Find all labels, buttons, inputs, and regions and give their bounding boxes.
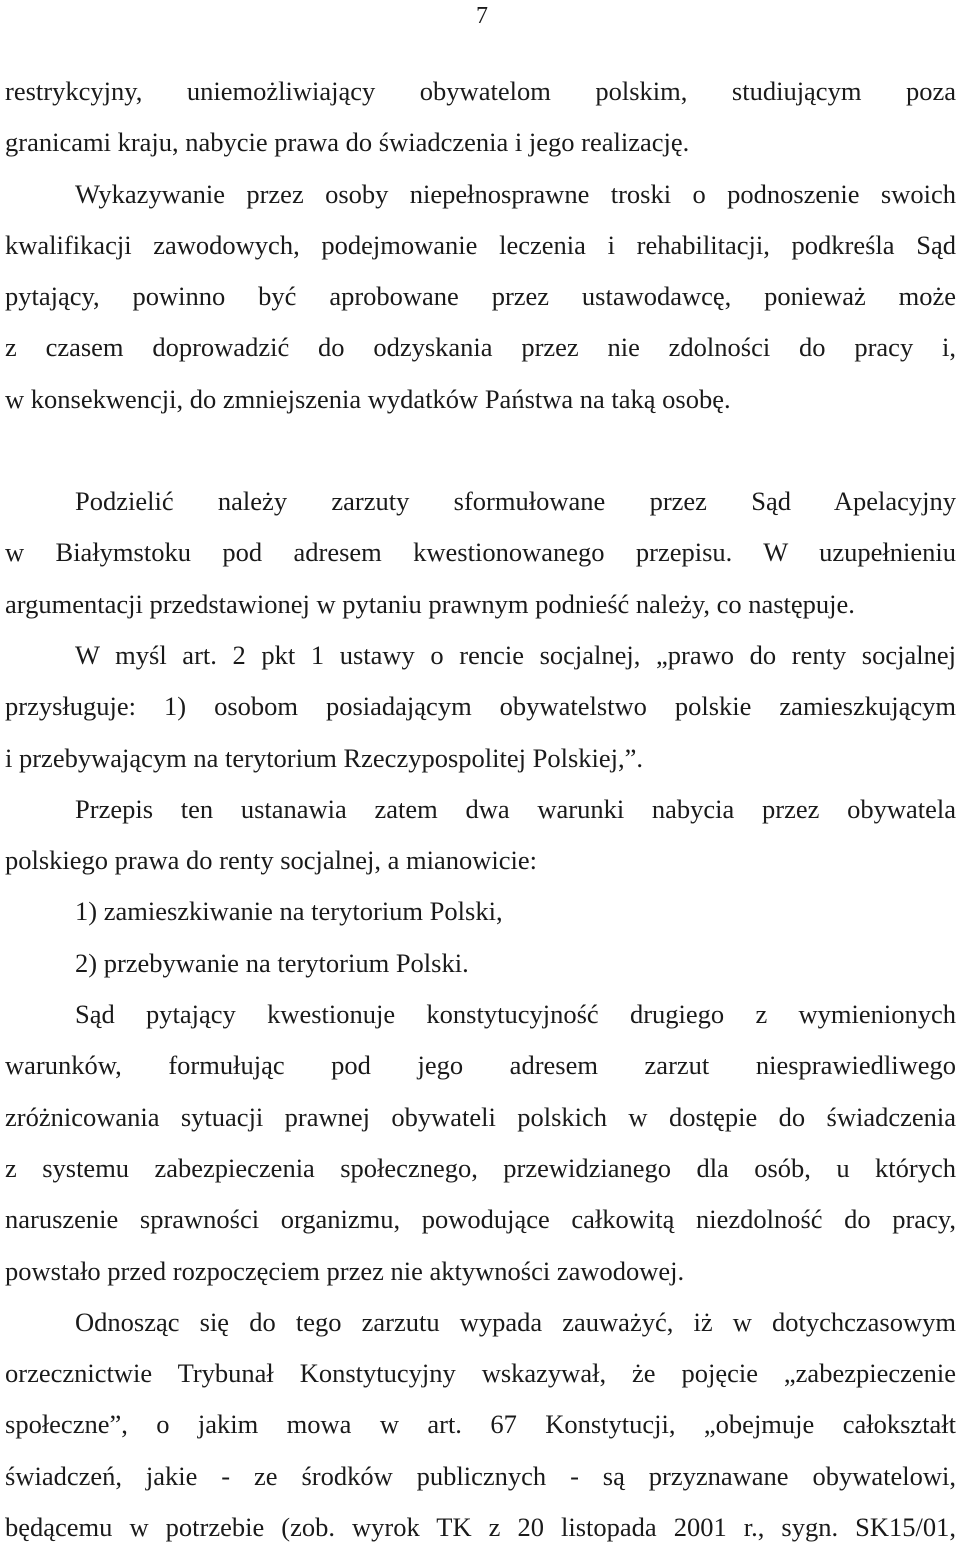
- list-item: 1) zamieszkiwanie na terytorium Polski,: [75, 896, 503, 927]
- text-line: orzecznictwie Trybunał Konstytucyjny wskazywał, że pojęcie „zabezpieczenie: [5, 1358, 956, 1389]
- text-line: W myśl art. 2 pkt 1 ustawy o rencie socjalnej, „prawo do renty socjalnej: [75, 639, 956, 670]
- text-line: Odnosząc się do tego zarzutu wypada zauważyć, iż w dotychczasowym: [75, 1306, 956, 1337]
- page-number-text: 7: [476, 3, 488, 29]
- text-line: w konsekwencji, do zmniejszenia wydatków Państwa na taką osobę.: [5, 383, 731, 414]
- text-line: powstało przed rozpoczęciem przez nie aktywności zawodowej.: [5, 1255, 685, 1286]
- text-line: zróżnicowania sytuacji prawnej obywateli polskich w dostępie do świadczenia: [5, 1101, 956, 1132]
- text-line: warunków, formułując pod jego adresem zarzut niesprawiedliwego: [5, 1050, 956, 1081]
- text-line: Sąd pytający kwestionuje konstytucyjność drugiego z wymienionych: [75, 999, 956, 1030]
- text-line: restrykcyjny, uniemożliwiający obywatelom polskim, studiującym poza: [5, 76, 956, 106]
- text-line: świadczeń, jakie - ze środków publicznych - są przyznawane obywatelowi,: [5, 1460, 956, 1491]
- text-line: w Białymstoku pod adresem kwestionowanego przepisu. W uzupełnieniu: [5, 537, 956, 568]
- paragraph-7: [5, 1297, 956, 1553]
- text-line: granicami kraju, nabycie prawa do świadczenia i jego realizację.: [5, 127, 690, 158]
- paragraph-2: [5, 169, 956, 425]
- text-line: kwalifikacji zawodowych, podejmowanie leczenia i rehabilitacji, podkreśla Sąd: [5, 229, 956, 260]
- paragraph-3: [5, 476, 956, 630]
- text-line: społeczne”, o jakim mowa w art. 67 Konstytucji, „obejmuje całokształt: [5, 1409, 956, 1440]
- page-number: [0, 2, 960, 30]
- paragraph-4: [5, 630, 956, 784]
- text-line: Podzielić należy zarzuty sformułowane przez Sąd Apelacyjny: [75, 486, 956, 517]
- text-line: i przebywającym na terytorium Rzeczypospolitej Polskiej,”.: [5, 742, 644, 773]
- text-line: z systemu zabezpieczenia społecznego, przewidzianego dla osób, u których: [5, 1152, 956, 1183]
- text-line: z czasem doprowadzić do odzyskania przez nie zdolności do pracy i,: [5, 332, 956, 363]
- paragraph-6: [5, 989, 956, 1297]
- document-body: [5, 66, 956, 1553]
- conditions-list: [5, 886, 956, 989]
- list-item: 2) przebywanie na terytorium Polski.: [75, 947, 469, 978]
- text-line: polskiego prawa do renty socjalnej, a mianowicie:: [5, 845, 538, 876]
- text-line: pytający, powinno być aprobowane przez ustawodawcę, ponieważ może: [5, 281, 956, 312]
- text-line: Przepis ten ustanawia zatem dwa warunki nabycia przez obywatela: [75, 793, 956, 824]
- text-line: argumentacji przedstawionej w pytaniu prawnym podnieść należy, co następuje.: [5, 588, 855, 619]
- paragraph-1: [5, 66, 956, 169]
- text-line: Wykazywanie przez osoby niepełnosprawne troski o podnoszenie swoich: [75, 178, 956, 209]
- paragraph-5: [5, 784, 956, 887]
- text-line: będącemu w potrzebie (zob. wyrok TK z 20 listopada 2001 r., sygn. SK15/01,: [5, 1512, 956, 1543]
- text-line: naruszenie sprawności organizmu, powodujące całkowitą niezdolność do pracy,: [5, 1204, 956, 1235]
- text-line: przysługuje: 1) osobom posiadającym obywatelstwo polskie zamieszkującym: [5, 691, 956, 722]
